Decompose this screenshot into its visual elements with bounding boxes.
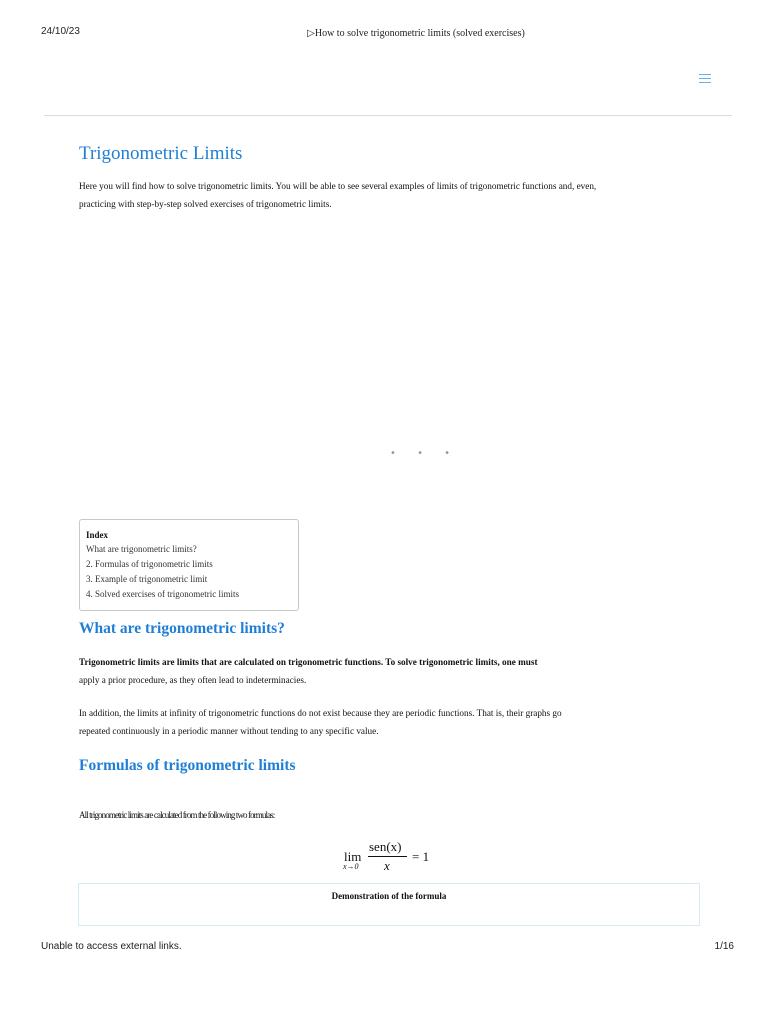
page-number: 1/16 bbox=[714, 941, 734, 952]
periodic-paragraph bbox=[79, 705, 619, 740]
footer-note: Unable to access external links. bbox=[41, 941, 182, 952]
hamburger-menu-icon[interactable] bbox=[699, 74, 711, 84]
definition-bold-text: Trigonometric limits are limits that are calculated on trigonometric functions. To solve trigonometric limits, one must bbox=[79, 657, 538, 667]
formula-denominator: x bbox=[384, 858, 390, 873]
limit-formula bbox=[343, 838, 443, 874]
intro-paragraph bbox=[79, 178, 639, 213]
ad-loading-placeholder: • • • bbox=[390, 448, 460, 459]
section-heading-what-are: What are trigonometric limits? bbox=[79, 620, 285, 637]
toc-item[interactable]: 3. Example of trigonometric limit bbox=[86, 574, 208, 584]
formula-numerator: sen(x) bbox=[369, 839, 402, 854]
fraction-bar bbox=[368, 856, 407, 857]
table-of-contents bbox=[79, 519, 299, 611]
formulas-lead-text: All trigonometric limits are calculated from the following two formulas: bbox=[79, 810, 275, 820]
intro-line-1: Here you will find how to solve trigonometric limits. You will be able to see several examples of limits of trigonometric functions and, even, bbox=[79, 181, 597, 191]
definition-paragraph bbox=[79, 654, 599, 689]
header-divider bbox=[44, 115, 732, 116]
demonstration-box[interactable] bbox=[78, 883, 700, 926]
print-date: 24/10/23 bbox=[41, 26, 80, 37]
formula-lim: lim bbox=[344, 849, 362, 864]
document-title: ▷How to solve trigonometric limits (solved exercises) bbox=[307, 28, 525, 39]
section-heading-formulas: Formulas of trigonometric limits bbox=[79, 757, 296, 774]
toc-item[interactable]: 2. Formulas of trigonometric limits bbox=[86, 559, 213, 569]
demonstration-label: Demonstration of the formula bbox=[331, 891, 447, 901]
formula-subscript: x→0 bbox=[343, 862, 359, 871]
formula-result: = 1 bbox=[412, 849, 430, 864]
periodic-line-2: repeated continuously in a periodic manner without tending to any specific value. bbox=[79, 725, 379, 736]
toc-item[interactable]: 4. Solved exercises of trigonometric limits bbox=[86, 589, 239, 599]
definition-rest-text: apply a prior procedure, as they often lead to indeterminacies. bbox=[79, 674, 307, 685]
intro-line-2: practicing with step-by-step solved exercises of trigonometric limits. bbox=[79, 198, 332, 209]
periodic-line-1: In addition, the limits at infinity of trigonometric functions do not exist because they are periodic functions. That is, their graphs go bbox=[79, 708, 562, 718]
toc-title: Index bbox=[86, 530, 109, 540]
toc-item[interactable]: What are trigonometric limits? bbox=[86, 544, 197, 554]
page-title: Trigonometric Limits bbox=[79, 143, 243, 164]
